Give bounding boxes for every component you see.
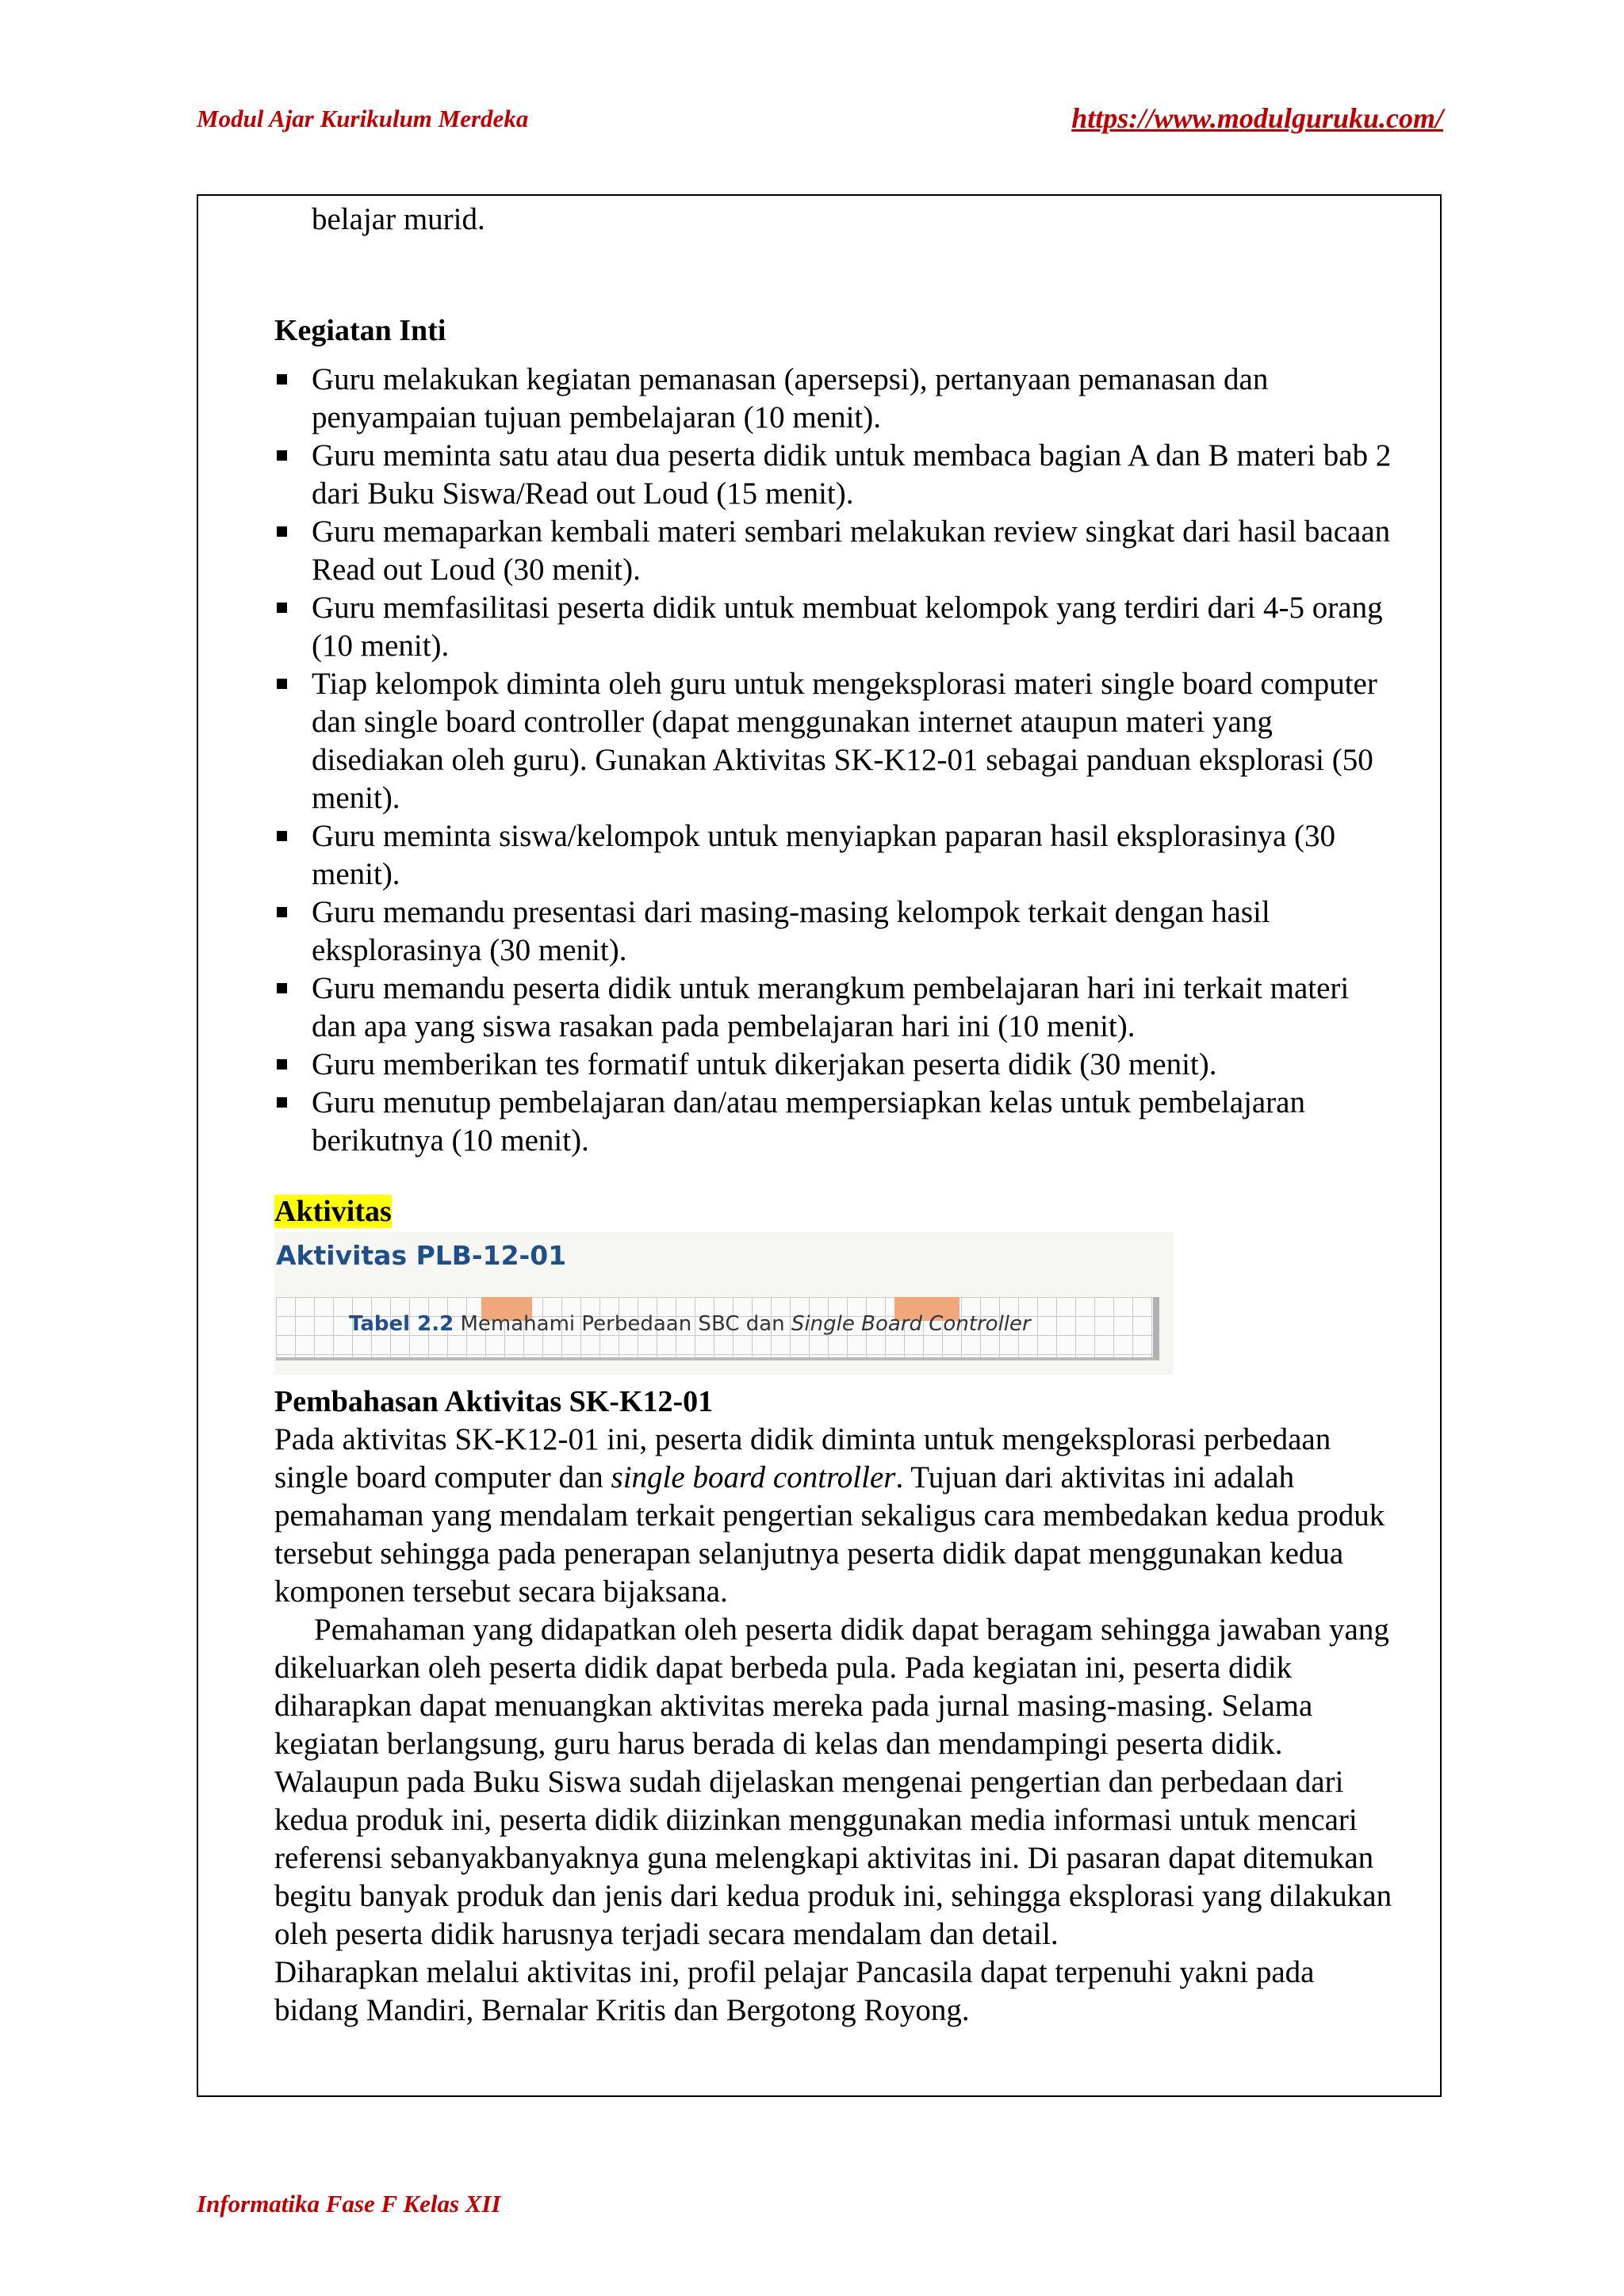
list-item-text: Guru meminta satu atau dua peserta didik untuk membaca bagian A dan B materi bab 2 dari Buku Siswa/Read out Loud (15 menit). [312, 438, 1392, 511]
bullet-square-icon [277, 907, 287, 917]
bullet-square-icon [277, 831, 287, 841]
bullet-square-icon [277, 983, 287, 993]
aktivitas-image-title: Aktivitas PLB-12-01 [276, 1240, 567, 1271]
list-item-text: Guru memfasilitasi peserta didik untuk membuat kelompok yang terdiri dari 4-5 orang (10 menit). [312, 591, 1383, 663]
list-item-text: Guru melakukan kegiatan pemanasan (apersepsi), pertanyaan pemanasan dan penyampaian tujuan pembelajaran (10 menit). [312, 362, 1269, 434]
continued-line: belajar murid. [312, 202, 485, 236]
table-caption-text: Memahami Perbedaan SBC dan [460, 1312, 785, 1336]
pembahasan-heading: Pembahasan Aktivitas SK-K12-01 [274, 1385, 714, 1418]
table-caption-italic: Single Board Controller [791, 1312, 1031, 1336]
content-body [274, 196, 1400, 2030]
list-item [274, 1046, 1400, 1084]
list-item [274, 665, 1400, 817]
header-website-link[interactable]: https://www.modulguruku.com/ [1071, 102, 1443, 134]
list-item [274, 589, 1400, 665]
list-item-text: Guru memaparkan kembali materi sembari melakukan review singkat dari hasil bacaan Read out Loud (30 menit). [312, 515, 1391, 587]
aktivitas-image [274, 1232, 1174, 1375]
bullet-square-icon [277, 603, 287, 613]
list-item [274, 894, 1400, 970]
list-item [274, 437, 1400, 513]
bullet-square-icon [277, 450, 287, 461]
pembahasan-paragraph-2: Pemahaman yang didapatkan oleh peserta didik dapat beragam sehingga jawaban yang dikeluarkan oleh peserta didik dapat berbeda pula. Pada kegiatan ini, peserta didik diharapkan dapat menuangkan aktivitas mereka pada jurnal masing-masing. Selama kegiatan berlangsung, guru harus berada di kelas dan mendampingi peserta didik. Walaupun pada Buku Siswa sudah dijelaskan mengenai pengertian dan perbedaan dari kedua produk ini, peserta didik diizinkan menggunakan media informasi untuk mencari referensi sebanyakbanyaknya guna melengkapi aktivitas ini. Di pasaran dapat ditemukan begitu banyak produk dan jenis dari kedua produk ini, sehingga eksplorasi yang dilakukan oleh peserta didik harusnya terjadi secara mendalam dan detail. [274, 1613, 1392, 1951]
aktivitas-heading: Aktivitas [274, 1195, 392, 1228]
bullet-square-icon [277, 1097, 287, 1108]
kegiatan-inti-heading: Kegiatan Inti [274, 314, 446, 347]
list-item-text: Tiap kelompok diminta oleh guru untuk mengeksplorasi materi single board computer dan single board controller (dapat menggunakan internet ataupun materi yang disediakan oleh guru). Gunakan Aktivitas SK-K12-01 sebagai panduan eksplorasi (50 menit). [312, 667, 1377, 815]
bullet-square-icon [277, 374, 287, 385]
table-caption-number: Tabel 2.2 [349, 1312, 454, 1336]
bullet-square-icon [277, 679, 287, 689]
list-item [274, 513, 1400, 589]
footer-title: Informatika Fase F Kelas XII [197, 2190, 501, 2218]
table-caption [349, 1311, 1031, 1337]
pembahasan-paragraph-3: Diharapkan melalui aktivitas ini, profil pelajar Pancasila dapat terpenuhi yakni pada bidang Mandiri, Bernalar Kritis dan Bergotong Royong. [274, 1955, 1315, 2027]
list-item [274, 361, 1400, 437]
bullet-square-icon [277, 1059, 287, 1070]
list-item-text: Guru memandu presentasi dari masing-masing kelompok terkait dengan hasil eksplorasinya (30 menit). [312, 895, 1270, 967]
p1-text-before: Pada aktivitas SK-K12-01 ini, peserta didik diminta untuk mengeksplorasi perbedaan single board computer dan [274, 1422, 1331, 1494]
p1-text-italic: single board controller [611, 1460, 896, 1494]
list-item [274, 970, 1400, 1046]
content-box [197, 194, 1442, 2097]
kegiatan-inti-list [274, 361, 1400, 1160]
list-item [274, 1084, 1400, 1160]
list-item-text: Guru memandu peserta didik untuk merangkum pembelajaran hari ini terkait materi dan apa yang siswa rasakan pada pembelajaran hari ini (10 menit). [312, 971, 1350, 1043]
list-item [274, 817, 1400, 894]
bullet-square-icon [277, 526, 287, 537]
list-item-text: Guru meminta siswa/kelompok untuk menyiapkan paparan hasil eksplorasinya (30 menit). [312, 819, 1336, 891]
p1-text-after: . Tujuan dari aktivitas ini adalah pemahaman yang mendalam terkait pengertian sekaligus cara membedakan kedua produk tersebut sehingga pada penerapan selanjutnya peserta didik dapat menggunakan kedua komponen tersebut secara bijaksana. [274, 1460, 1385, 1609]
list-item-text: Guru memberikan tes formatif untuk dikerjakan peserta didik (30 menit). [312, 1047, 1217, 1081]
pembahasan-paragraph-1 [274, 1421, 1400, 1611]
header-left-title: Modul Ajar Kurikulum Merdeka [197, 105, 529, 132]
list-item-text: Guru menutup pembelajaran dan/atau mempersiapkan kelas untuk pembelajaran berikutnya (10 menit). [312, 1085, 1305, 1158]
